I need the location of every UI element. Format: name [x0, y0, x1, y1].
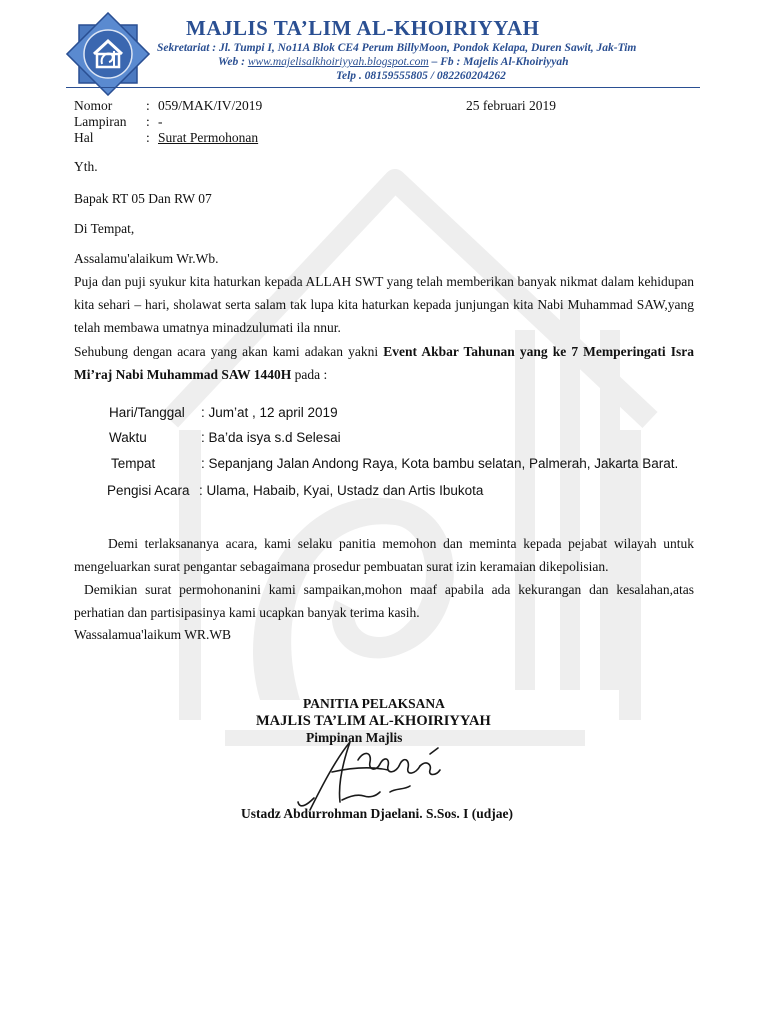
subject-colon: :	[146, 130, 150, 145]
recipient: Bapak RT 05 Dan RW 07	[74, 191, 212, 206]
number-label: Nomor	[74, 98, 113, 113]
paragraph-event	[74, 340, 694, 386]
signer-name: Ustadz Abdurrohman Djaelani. S.Sos. I (udjae)	[241, 806, 514, 821]
recipient-greeting: Yth.	[74, 159, 98, 174]
attachment-value: -	[158, 114, 163, 129]
subject-label: Hal	[74, 130, 94, 145]
venue-label: Tempat	[111, 456, 156, 471]
recipient-place: Di Tempat,	[74, 221, 135, 236]
event-intro-end: pada :	[291, 367, 328, 382]
organization-name: MAJLIS TA’LIM AL-KHOIRIYYAH	[186, 16, 540, 40]
speaker-value: : Ulama, Habaib, Kyai, Ustadz dan Artis Ibukota	[199, 483, 484, 498]
letterhead-phone: Telp . 08159555805 / 082260204262	[336, 70, 506, 82]
attachment-colon: :	[146, 114, 150, 129]
attachment-label: Lampiran	[74, 114, 127, 129]
letterhead-web	[218, 56, 569, 68]
opening-salam: Assalamu'alaikum Wr.Wb.	[74, 251, 219, 266]
committee-title: PANITIA PELAKSANA	[303, 696, 445, 711]
facebook-text: – Fb : Majelis Al-Khoiriyyah	[428, 56, 569, 68]
closing-salam: Wassalamua'laikum WR.WB	[74, 627, 232, 642]
number-value: 059/MAK/IV/2019	[158, 98, 263, 113]
signer-role: Pimpinan Majlis	[306, 730, 403, 745]
web-label: Web :	[218, 56, 248, 68]
event-name: Event Akbar Tahunan yang ke 7 Memperingati Isra Mi’raj Nabi Muhammad SAW 1440H	[74, 344, 694, 382]
speaker-label: Pengisi Acara	[107, 483, 190, 498]
letter-date: 25 februari 2019	[466, 98, 556, 113]
day-label: Hari/Tanggal	[109, 405, 185, 420]
web-link[interactable]: www.majelisalkhoiriyyah.blogspot.com	[247, 56, 429, 68]
header-divider	[66, 87, 700, 88]
day-value: : Jum’at , 12 april 2019	[201, 405, 338, 420]
event-intro: Sehubung dengan acara yang akan kami adakan yakni	[74, 344, 384, 359]
time-label: Waktu	[109, 430, 147, 445]
subject-value: Surat Permohonan	[158, 130, 259, 145]
paragraph-opening: Puja dan puji syukur kita haturkan kepada ALLAH SWT yang telah memberikan banyak nikmat dalam kehidupan kita sehari – hari, sholawat serta salam tak lupa kita haturkan kepada junjungan kita Nabi Muhammad SAW,yang telah membawa umatnya minadzulumati ila nnur.	[74, 274, 694, 335]
number-colon: :	[146, 98, 150, 113]
letterhead-address: Sekretariat : Jl. Tumpi I, No11A Blok CE4 Perum BillyMoon, Pondok Kelapa, Duren Sawit, Jak-Tim	[157, 42, 637, 54]
paragraph-request: Demi terlaksananya acara, kami selaku panitia memohon dan meminta kepada pejabat wilayah untuk mengeluarkan surat pengantar sebagaimana prosedur pembuatan surat izin keramaian dikepolisian.	[74, 536, 694, 574]
venue-value: : Sepanjang Jalan Andong Raya, Kota bambu selatan, Palmerah, Jakarta Barat.	[201, 456, 679, 471]
time-value: : Ba’da isya s.d Selesai	[201, 430, 341, 445]
signature-org-name: MAJLIS TA’LIM AL-KHOIRIYYAH	[256, 713, 491, 729]
paragraph-closing: Demikian surat permohonanini kami sampaikan,mohon maaf apabila ada kekurangan dan kesalahan,atas perhatian dan partisipasinya kami ucapkan banyak terima kasih.	[74, 582, 694, 620]
organization-logo	[66, 12, 150, 96]
